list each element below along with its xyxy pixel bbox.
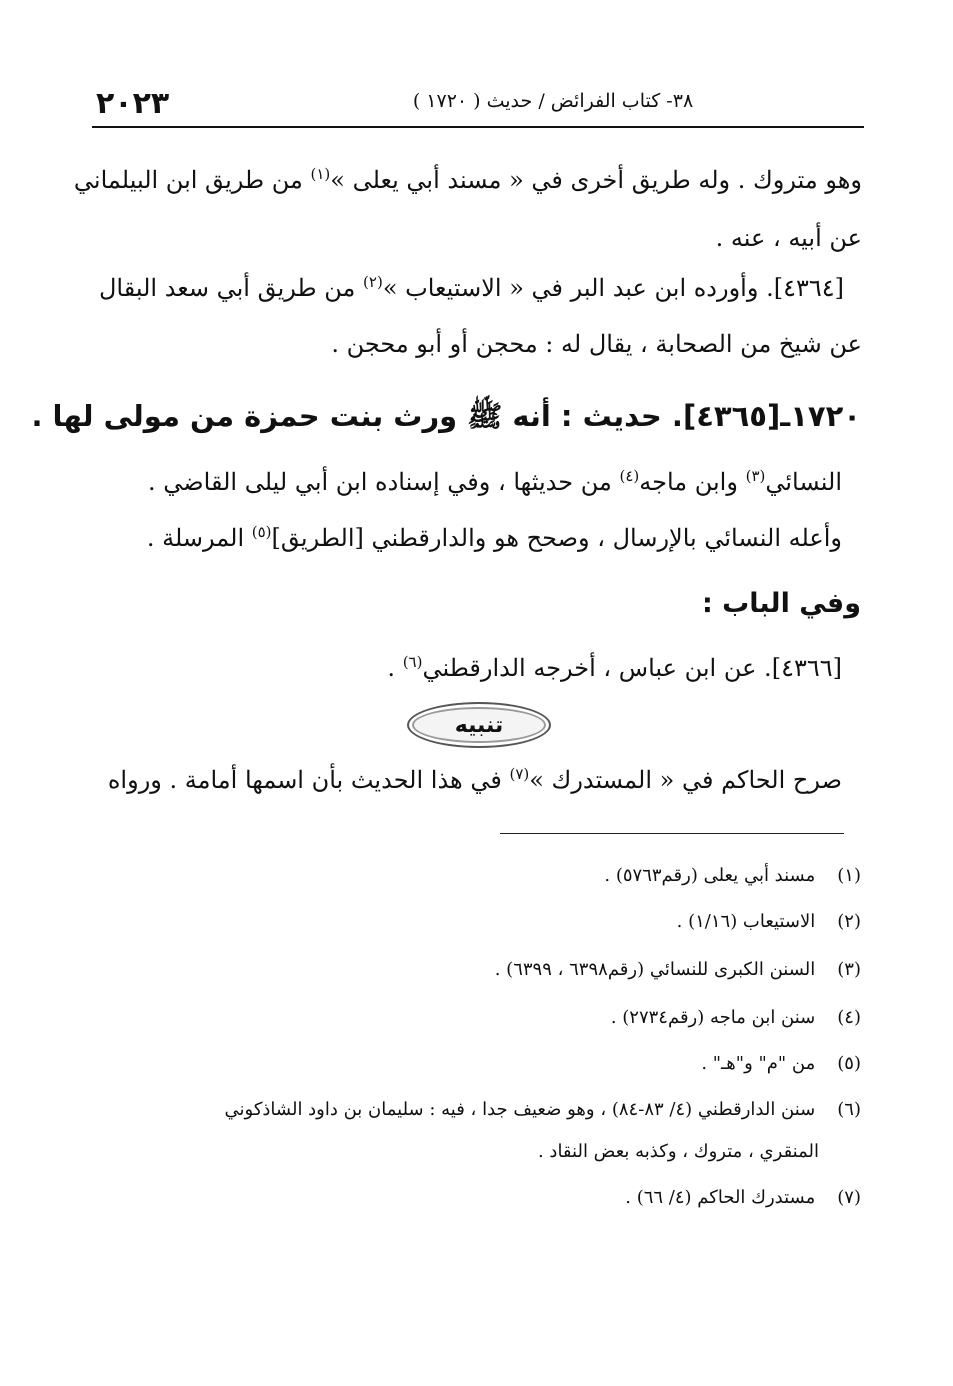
text-line: صرح الحاكم في « المستدرك »$^{(٧)}$ في هذا الحديث بأن اسمها أمامة . ورواه xyxy=(107,765,842,794)
page-header xyxy=(92,82,864,128)
running-title: ٣٨- كتاب الفرائض / حديث ( ١٧٢٠ ) xyxy=(412,90,694,112)
text-line: النسائي$^{(٣)}$ وابن ماجه$^{(٤)}$ من حديثها ، وفي إسناده ابن أبي ليلى القاضي . xyxy=(147,467,842,496)
footnote: (٦) سنن الدارقطني (٤/ ٨٣-٨٤) ، وهو ضعيف جدا ، فيه : سليمان بن داود الشاذكوني xyxy=(224,1099,861,1120)
footnote-separator xyxy=(500,833,844,834)
footnote-ref[interactable]: (٢) xyxy=(363,273,383,291)
footnote: (١) مسند أبي يعلى (رقم٥٧٦٣) . xyxy=(604,865,861,886)
text-line: عن شيخ من الصحابة ، يقال له : محجن أو أبو محجن . xyxy=(331,330,862,358)
footnote-ref[interactable]: (٣) xyxy=(745,467,766,485)
footnote-ref[interactable]: (٤) xyxy=(619,467,640,485)
footnote-ref[interactable]: (٦) xyxy=(402,653,423,671)
hadith-title: ١٧٢٠ـ[٤٣٦٥]. حديث : أنه ﷺ ورث بنت حمزة من مولى لها . xyxy=(31,399,861,433)
text-line: وأعله النسائي بالإرسال ، وصحح هو والدارقطني [الطريق]$^{(٥)}$ المرسلة . xyxy=(146,523,842,552)
footnote: (٤) سنن ابن ماجه (رقم٢٧٣٤) . xyxy=(610,1007,861,1028)
text-line: [٤٣٦٤]. وأورده ابن عبد البر في « الاستيعاب »$^{(٢)}$ من طريق أبي سعد البقال xyxy=(98,273,844,302)
tanbih-badge: تنبيه xyxy=(407,702,551,748)
footnote-continuation: المنقري ، متروك ، وكذبه بعض النقاد . xyxy=(537,1141,819,1162)
footnote-ref[interactable]: (١) xyxy=(310,165,331,183)
footnote: (٢) الاستيعاب (١/١٦) . xyxy=(676,911,861,932)
footnote-ref[interactable]: (٧) xyxy=(509,765,530,783)
text-line: عن أبيه ، عنه . xyxy=(715,224,862,252)
section-title: وفي الباب : xyxy=(701,588,861,619)
footnote: (٧) مستدرك الحاكم (٤/ ٦٦) . xyxy=(625,1187,861,1208)
footnote: (٣) السنن الكبرى للنسائي (رقم٦٣٩٨ ، ٦٣٩٩) . xyxy=(494,959,861,980)
text-line: [٤٣٦٦]. عن ابن عباس ، أخرجه الدارقطني$^{(٦)}$ . xyxy=(387,653,842,682)
text-line: وهو متروك . وله طريق أخرى في « مسند أبي يعلى »$^{(١)}$ من طريق ابن البيلماني xyxy=(73,165,862,194)
footnote: (٥) من "م" و"هـ" . xyxy=(701,1053,861,1074)
page-number: ٢٠٢٣ xyxy=(96,86,170,121)
footnote-ref[interactable]: (٥) xyxy=(251,523,272,541)
